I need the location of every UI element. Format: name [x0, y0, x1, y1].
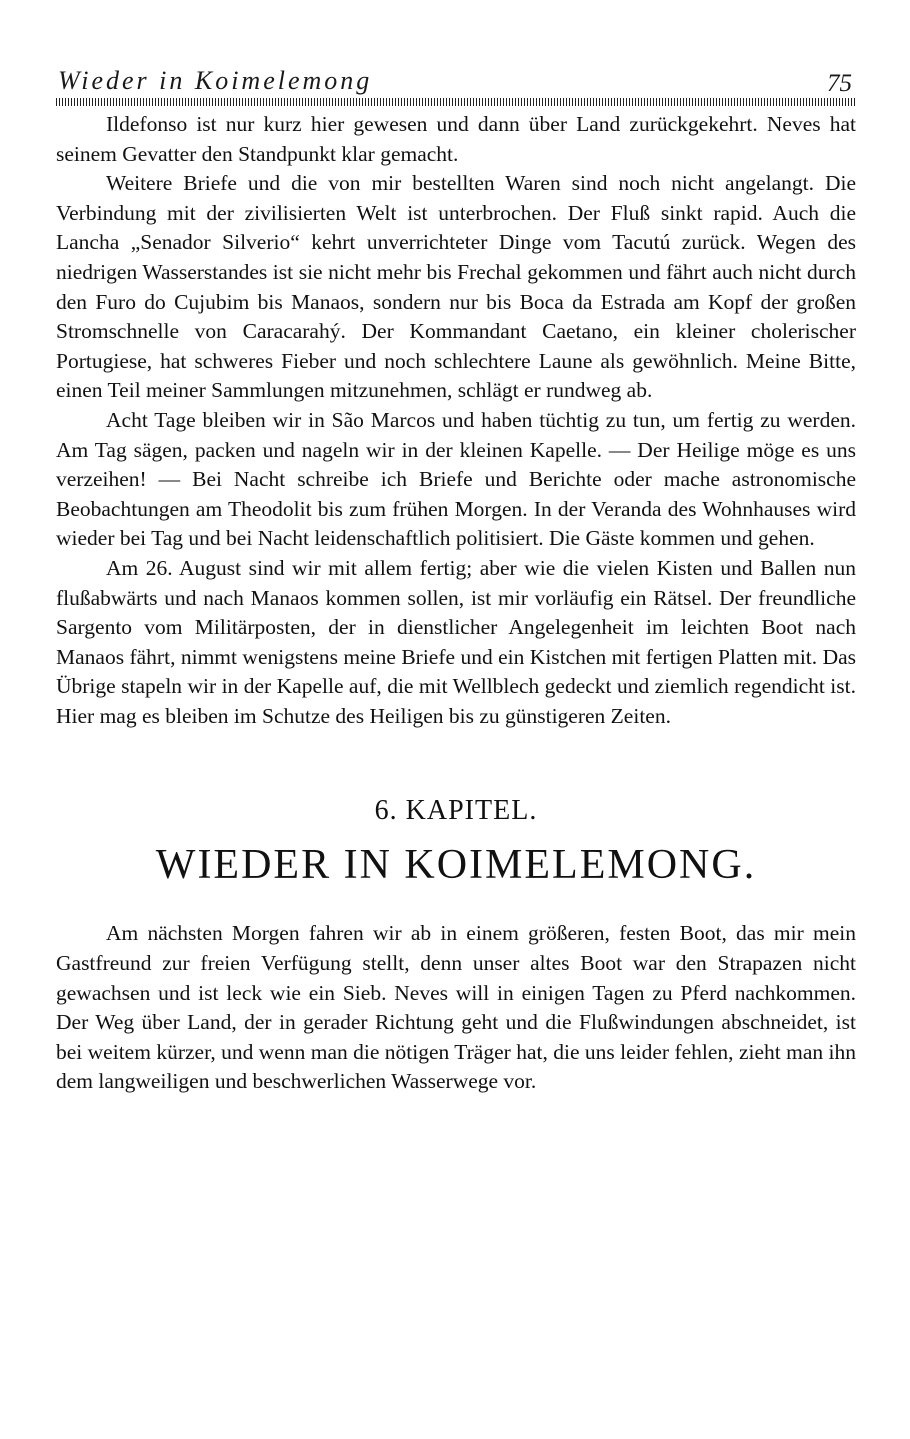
chapter-title: WIEDER IN KOIMELEMONG. [155, 842, 757, 889]
book-page [56, 60, 856, 1097]
paragraph: Acht Tage bleiben wir in São Marcos und haben tüchtig zu tun, um fertig zu werden. Am Tag sägen, packen und nageln wir in der kleinen Kapelle. — Der Heilige möge es uns verzeihen! — Bei Nacht schreibe ich Briefe und Berichte oder mache astronomische Beobachtungen am Theodolit bis zum frühen Morgen. In der Veranda des Wohnhauses wird wieder bei Tag und bei Nacht leidenschaftlich politisiert. Die Gäste kommen und gehen. [56, 407, 856, 551]
chapter-body-text [56, 919, 856, 1097]
paragraph: Ildefonso ist nur kurz hier gewesen und dann über Land zurückgekehrt. Neves hat seinem Gevatter den Standpunkt klar gemacht. [56, 112, 856, 166]
body-text [56, 110, 856, 731]
header-rule [56, 98, 856, 106]
page-number: 75 [827, 70, 852, 97]
paragraph: Am nächsten Morgen fahren wir ab in einem größeren, festen Boot, das mir mein Gastfreund zur freien Verfügung stellt, denn unser altes Boot war den Strapazen nicht gewachsen und ist leck wie ein Sieb. Neves will in einigen Tagen zu Pferd nachkommen. Der Weg über Land, der in gerader Richtung geht und die Flußwindungen abschneidet, ist bei weitem kürzer, und wenn man die nötigen Träger hat, die uns leider fehlen, zieht man ihn dem langweiligen und beschwerlichen Wasserwege vor. [56, 921, 856, 1094]
running-title: Wieder in Koimelemong [58, 66, 373, 95]
chapter-number: 6. KAPITEL. [374, 795, 538, 827]
running-head [56, 60, 856, 98]
paragraph: Weitere Briefe und die von mir bestellten Waren sind noch nicht angelangt. Die Verbindung mit der zivilisierten Welt ist unterbrochen. Der Fluß sinkt rapid. Auch die Lancha „Senador Silverio“ kehrt unverrichteter Dinge vom Tacutú zurück. Wegen des niedrigen Wasserstandes ist sie nicht mehr bis Frechal gekommen und fährt auch nicht durch den Furo do Cujubim bis Manaos, sondern nur bis Boca da Estrada am Kopf der großen Stromschnelle von Caracarahý. Der Kommandant Caetano, ein kleiner cholerischer Portugiese, hat schweres Fieber und noch schlechtere Laune als gewöhnlich. Meine Bitte, einen Teil meiner Sammlungen mitzunehmen, schlägt er rundweg ab. [56, 171, 856, 403]
paragraph: Am 26. August sind wir mit allem fertig; aber wie die vielen Kisten und Ballen nun flußabwärts und nach Manaos kommen sollen, ist mir vorläufig ein Rätsel. Der freundliche Sargento vom Militärposten, der in dienstlicher Angelegenheit im leichten Boot nach Manaos fährt, nimmt wenigstens meine Briefe und ein Kistchen mit fertigen Platten mit. Das Übrige stapeln wir in der Kapelle auf, die mit Wellblech gedeckt und ziemlich regendicht ist. Hier mag es bleiben im Schutze des Heiligen bis zu günstigeren Zeiten. [56, 555, 856, 728]
